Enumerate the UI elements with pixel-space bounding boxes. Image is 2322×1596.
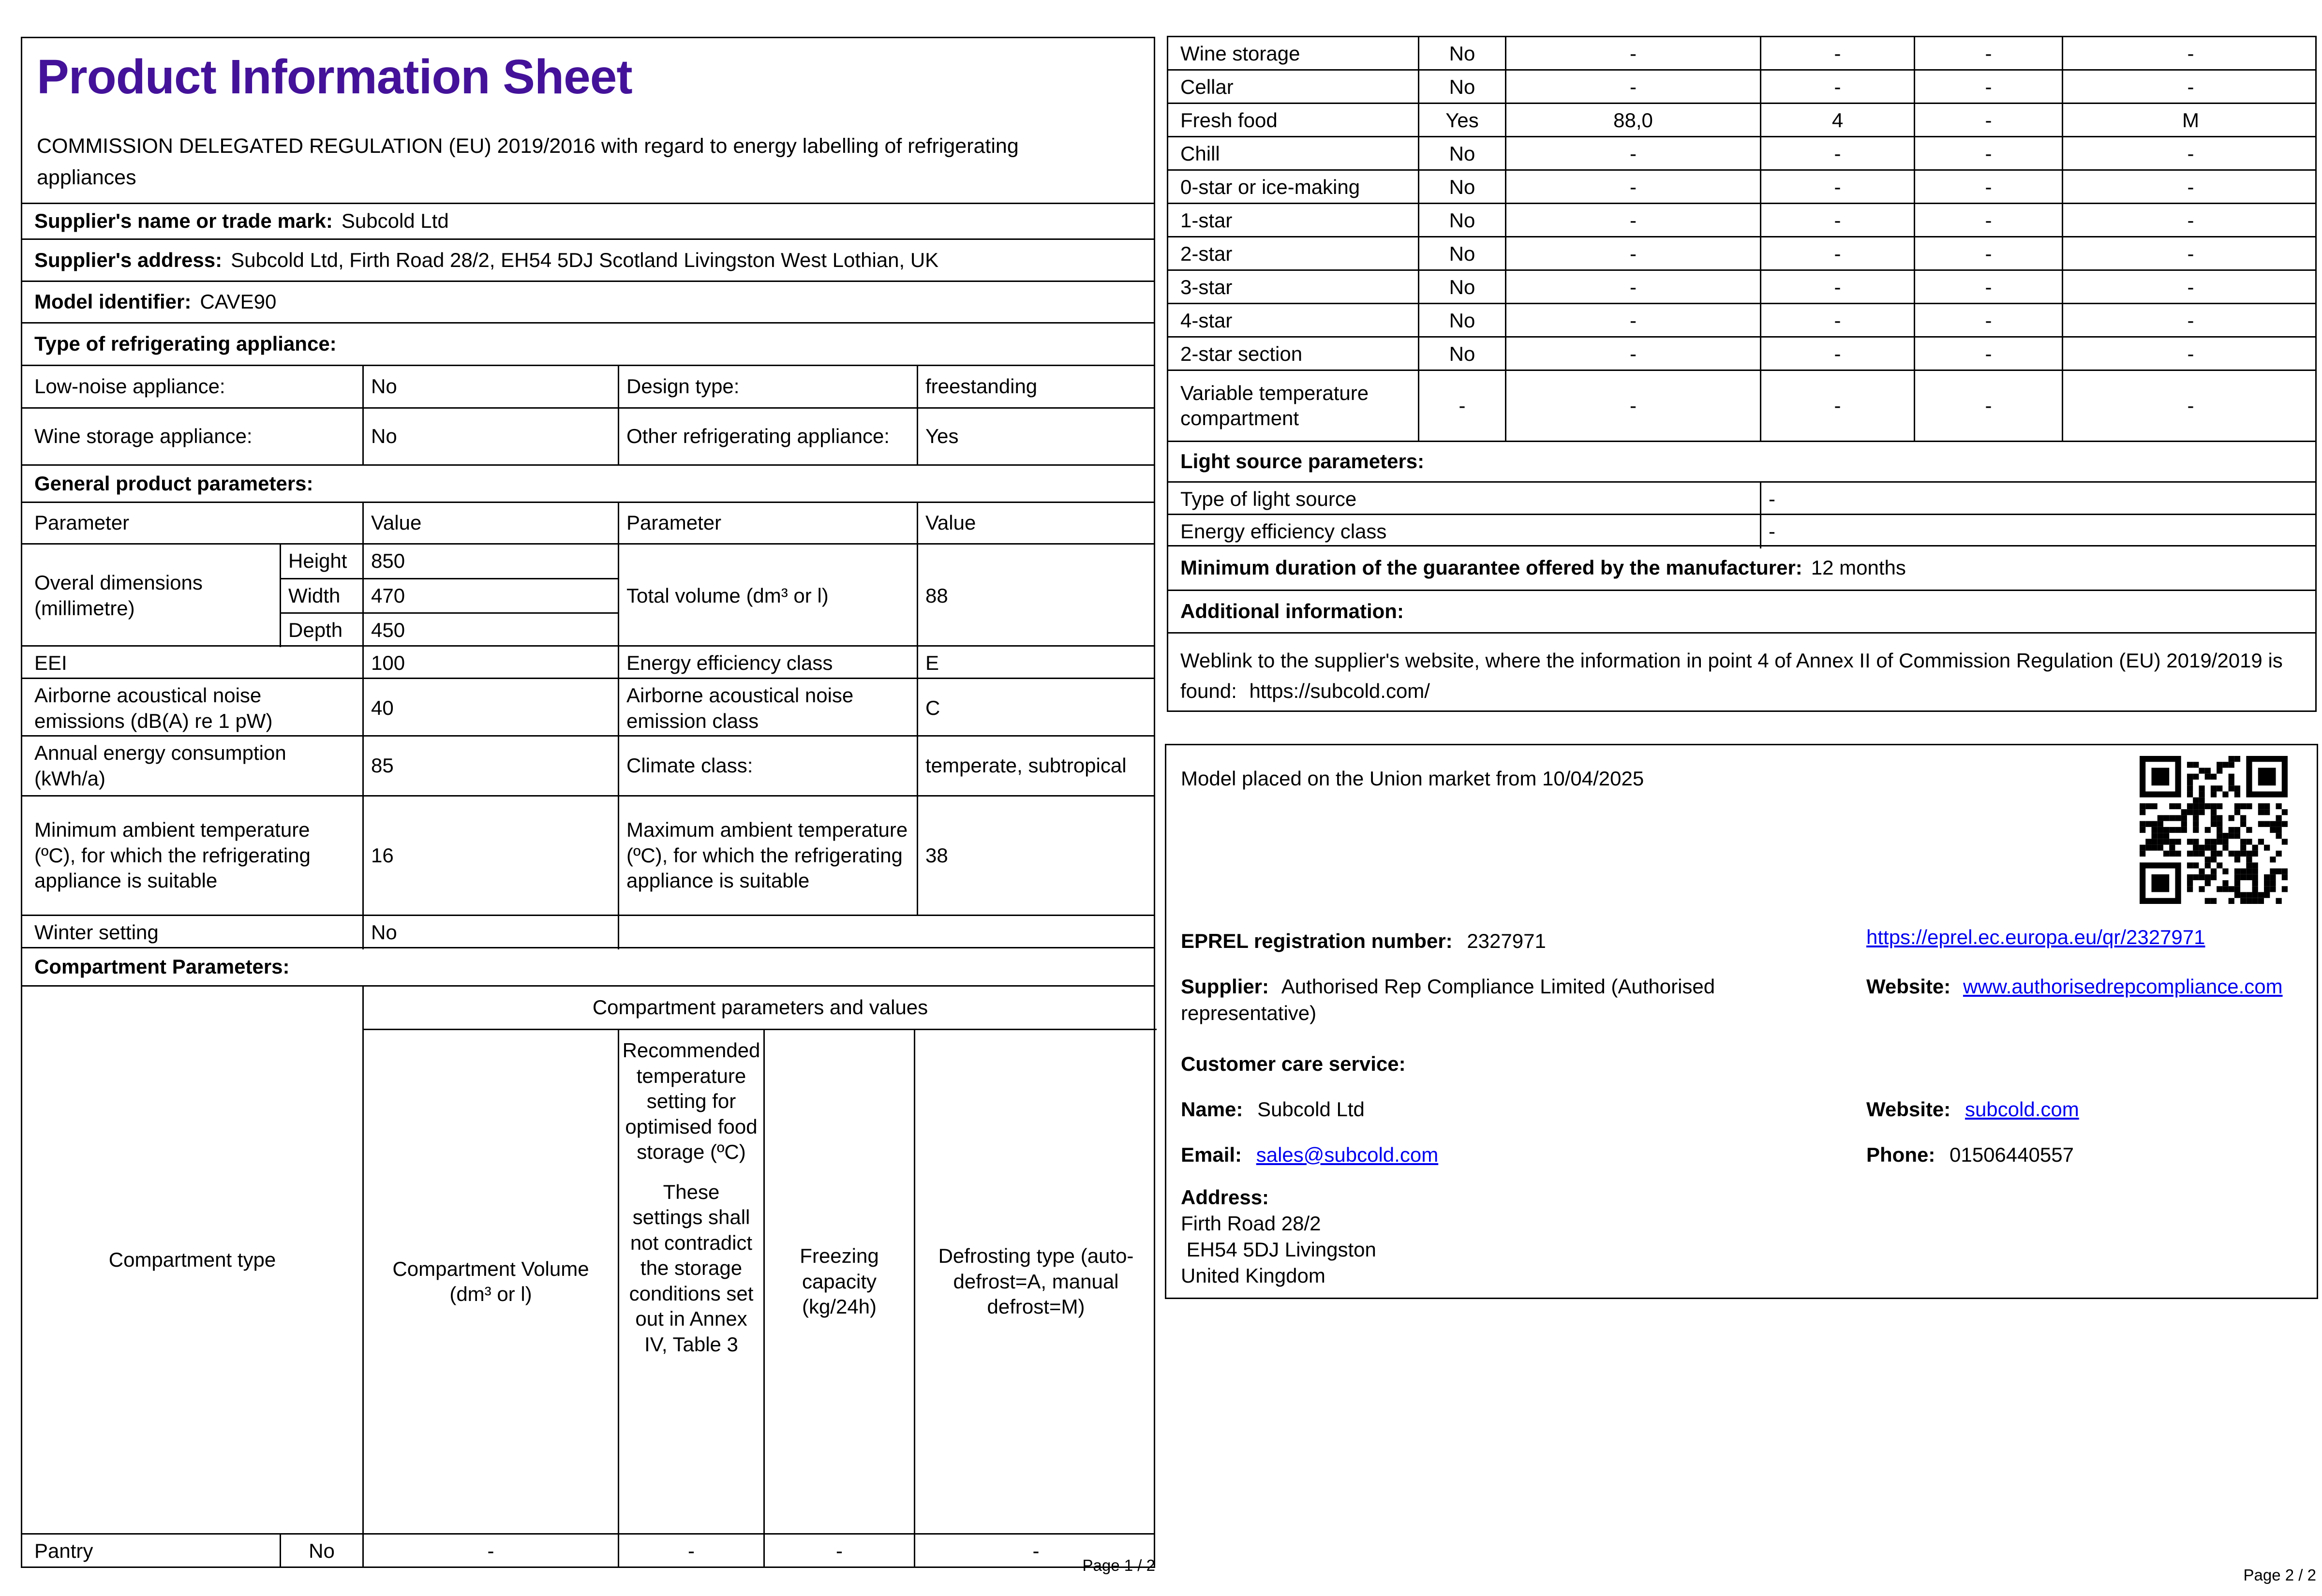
eprel-label: EPREL registration number: — [1181, 930, 1453, 952]
guarantee-value: 12 months — [1811, 556, 1906, 579]
weblink-row — [1167, 632, 2317, 712]
supplier-row-right — [1866, 974, 2292, 1000]
param-label: Type of light source — [1180, 488, 1357, 510]
compartment-type: 4-star — [1180, 309, 1233, 332]
param-row-ambient — [21, 795, 1155, 916]
compartment-row-chill — [1167, 136, 2317, 171]
compartment-type: Pantry — [34, 1539, 93, 1562]
compartment-type: 2-star section — [1180, 342, 1303, 365]
compartment-freezing: - — [1914, 237, 2062, 271]
type-section-header: Type of refrigerating appliance: — [21, 322, 1155, 366]
compartment-present: No — [1418, 71, 1505, 104]
compartment-present: No — [1418, 171, 1505, 204]
model-identifier-value: CAVE90 — [200, 290, 277, 313]
compartment-present: No — [280, 1535, 362, 1568]
compartment-freezing: - — [1914, 204, 2062, 237]
compartment-row-3-star — [1167, 269, 2317, 304]
param-label: Low-noise appliance: — [34, 375, 225, 398]
column-header: Parameter — [34, 511, 130, 534]
supplier-address-value: Subcold Ltd, Firth Road 28/2, EH54 5DJ Scotland Livingston West Lothian, UK — [231, 248, 939, 271]
compartment-row-2-star — [1167, 236, 2317, 271]
param-label: Airborne acoustical noise emission class — [618, 679, 917, 738]
param-label: Energy efficiency class — [618, 647, 917, 680]
param-value: Yes — [917, 409, 1157, 464]
compartment-group-header: Compartment parameters and values — [362, 987, 1157, 1030]
website-label: Website: — [1866, 975, 1951, 998]
care-website-link[interactable]: subcold.com — [1965, 1098, 2079, 1121]
compartment-freezing: - — [1914, 137, 2062, 171]
compartment-freezing: - — [1914, 37, 2062, 71]
compartment-type: Chill — [1180, 142, 1220, 165]
depth-label: Depth — [280, 612, 362, 647]
compartment-type-header: Compartment type — [108, 1248, 276, 1271]
compartment-row-variable-temperature — [1167, 369, 2317, 442]
compartment-row-4-star — [1167, 303, 2317, 338]
compartment-type: Variable temperature compartment — [1180, 381, 1369, 429]
width-value: 470 — [362, 578, 618, 613]
eprel-link[interactable]: https://eprel.ec.europa.eu/qr/2327971 — [1866, 926, 2205, 948]
care-name-row — [1181, 1096, 1365, 1123]
page-2-number: Page 2 / 2 — [2243, 1566, 2316, 1584]
light-row-type — [1167, 481, 2317, 515]
param-value: 100 — [362, 647, 618, 680]
param-value: No — [362, 916, 618, 949]
supplier-name-label: Supplier's name or trade mark: — [34, 209, 333, 233]
supplier-rep-value: Authorised Rep Compliance Limited (Authorised representative) — [1181, 975, 1715, 1024]
compartment-type: 3-star — [1180, 276, 1233, 298]
compartment-type: 2-star — [1180, 242, 1233, 265]
compartment-temp: - — [1760, 371, 1914, 441]
param-value: C — [917, 679, 1157, 738]
supplier-address-row — [21, 238, 1155, 282]
weblink-url: https://subcold.com/ — [1249, 680, 1430, 702]
compartment-volume: - — [1505, 371, 1760, 441]
param-label: Maximum ambient temperature (ºC), for which the refrigerating appliance is suitable — [618, 797, 917, 915]
compartment-row-fresh-food — [1167, 103, 2317, 137]
phone-value: 01506440557 — [1950, 1143, 2074, 1166]
compartment-present: - — [1418, 371, 1505, 441]
param-row-eei — [21, 645, 1155, 679]
compartment-volume: - — [1505, 37, 1760, 71]
compartment-present: No — [1418, 338, 1505, 371]
address-label: Address: — [1181, 1186, 1269, 1209]
eprel-value: 2327971 — [1467, 930, 1546, 952]
param-label: Minimum ambient temperature (ºC), for which the refrigerating appliance is suitable — [34, 818, 311, 892]
eprel-row-right — [1866, 924, 2205, 951]
market-date-text: Model placed on the Union market from 10/04/2025 — [1181, 767, 1644, 790]
name-value: Subcold Ltd — [1257, 1098, 1365, 1121]
supplier-name-value: Subcold Ltd — [341, 209, 449, 233]
dimensions-row — [21, 543, 1155, 647]
compartment-section-header: Compartment Parameters: — [21, 947, 1155, 987]
supplier-website-link[interactable]: www.authorisedrepcompliance.com — [1963, 975, 2283, 998]
compartment-present: No — [1418, 137, 1505, 171]
compartment-freezing: - — [763, 1535, 914, 1568]
compartment-defrost: - — [2062, 37, 2318, 71]
height-value: 850 — [362, 545, 618, 578]
general-section-header: General product parameters: — [21, 464, 1155, 503]
model-identifier-row — [21, 281, 1155, 324]
param-label: Annual energy consumption (kWh/a) — [34, 741, 286, 790]
compartment-freezing: - — [1914, 271, 2062, 304]
empty-cell — [618, 916, 1157, 949]
light-section-header: Light source parameters: — [1167, 441, 2317, 483]
param-value: 85 — [362, 737, 618, 795]
param-value: temperate, subtropical — [917, 737, 1157, 795]
param-value: No — [362, 366, 618, 407]
phone-label: Phone: — [1866, 1143, 1935, 1166]
compartment-freezing: - — [1914, 171, 2062, 204]
param-label: Energy efficiency class — [1180, 520, 1387, 543]
type-table-row — [21, 365, 1155, 409]
defrosting-type-header: Defrosting type (auto-defrost=A, manual defrost=M) — [914, 1030, 1157, 1533]
compartment-temp: - — [618, 1535, 763, 1568]
compartment-type: Fresh food — [1180, 109, 1278, 132]
supplier-address-label: Supplier's address: — [34, 248, 223, 271]
title-block — [21, 37, 1155, 204]
compartment-defrost: - — [2062, 371, 2318, 441]
eprel-row-left — [1181, 928, 1546, 955]
model-identifier-label: Model identifier: — [34, 290, 192, 313]
supplier-row-left — [1181, 974, 1761, 1026]
compartment-volume-header: Compartment Volume (dm³ or l) — [362, 1030, 618, 1533]
compartment-temp: - — [1760, 137, 1914, 171]
compartment-freezing: - — [1914, 371, 2062, 441]
compartment-volume: - — [1505, 71, 1760, 104]
compartment-row-wine-storage — [1167, 36, 2317, 71]
param-value: - — [1760, 515, 2318, 548]
compartment-temp: - — [1760, 71, 1914, 104]
compartment-defrost: - — [2062, 171, 2318, 204]
depth-value: 450 — [362, 612, 618, 647]
param-label: Other refrigerating appliance: — [618, 409, 917, 464]
param-row-noise — [21, 678, 1155, 737]
page-1 — [21, 37, 1155, 1568]
supplier-name-row — [21, 203, 1155, 240]
page-2 — [1167, 36, 2317, 712]
email-link[interactable]: sales@subcold.com — [1256, 1143, 1439, 1166]
compartment-temp: - — [1760, 338, 1914, 371]
compartment-present: No — [1418, 271, 1505, 304]
compartment-freezing: - — [1914, 338, 2062, 371]
compartment-present: No — [1418, 204, 1505, 237]
compartment-row-0-star — [1167, 169, 2317, 204]
compartment-present: No — [1418, 37, 1505, 71]
height-label: Height — [280, 545, 362, 578]
param-label: Design type: — [618, 366, 917, 407]
care-phone-row — [1866, 1142, 2074, 1168]
guarantee-row — [1167, 545, 2317, 591]
weblink-text: Weblink to the supplier's website, where the information in point 4 of Annex II of Commission Regulation (EU) 2019/2019 is found: — [1180, 649, 2283, 702]
compartment-table-header — [21, 985, 1155, 1535]
page-title: Product Information Sheet — [37, 50, 632, 104]
param-table-header — [21, 502, 1155, 545]
qr-code-icon — [2140, 756, 2288, 904]
care-email-row — [1181, 1142, 1438, 1168]
param-row-energy — [21, 735, 1155, 797]
compartment-defrost: - — [2062, 304, 2318, 338]
compartment-volume: - — [1505, 137, 1760, 171]
param-value: 38 — [917, 797, 1157, 915]
compartment-temp: - — [1760, 271, 1914, 304]
compartment-defrost: - — [2062, 71, 2318, 104]
column-header: Parameter — [618, 503, 917, 543]
compartment-freezing: - — [1914, 71, 2062, 104]
address-line: EH54 5DJ Livingston — [1181, 1238, 1376, 1261]
compartment-temp: - — [1760, 237, 1914, 271]
compartment-present: Yes — [1418, 104, 1505, 137]
compartment-freezing: - — [1914, 104, 2062, 137]
compartment-temperature-header: Recommended temperature setting for optimised food storage (ºC) These settings shall not contradict the storage conditions set out in Annex IV, Table 3 — [618, 1030, 763, 1533]
regulation-subtitle: COMMISSION DELEGATED REGULATION (EU) 2019/2016 with regard to energy labelling of refrigerating appliances — [37, 134, 1019, 189]
compartment-freezing: - — [1914, 304, 2062, 338]
compartment-defrost: - — [914, 1535, 1157, 1568]
compartment-volume: - — [1505, 237, 1760, 271]
supplier-info-box — [1165, 744, 2318, 1299]
param-value: - — [1760, 483, 2318, 516]
winter-setting-row — [21, 915, 1155, 948]
compartment-temp: 4 — [1760, 104, 1914, 137]
compartment-row-1-star — [1167, 203, 2317, 237]
compartment-type: Wine storage — [1180, 42, 1300, 65]
compartment-type: 0-star or ice-making — [1180, 176, 1360, 198]
type-table-row — [21, 407, 1155, 466]
compartment-temp: - — [1760, 37, 1914, 71]
param-label: Climate class: — [618, 737, 917, 795]
supplier-label: Supplier: — [1181, 975, 1269, 998]
compartment-row-cellar — [1167, 69, 2317, 104]
compartment-volume: - — [1505, 271, 1760, 304]
column-header: Value — [362, 503, 618, 543]
additional-section-header: Additional information: — [1167, 590, 2317, 634]
guarantee-label: Minimum duration of the guarantee offered by the manufacturer: — [1180, 556, 1802, 579]
compartment-volume: - — [362, 1535, 618, 1568]
param-value: freestanding — [917, 366, 1157, 407]
width-label: Width — [280, 578, 362, 613]
total-volume-label: Total volume (dm³ or l) — [618, 545, 917, 647]
freezing-capacity-header: Freezing capacity (kg/24h) — [763, 1030, 914, 1533]
light-row-class — [1167, 514, 2317, 547]
param-label: EEI — [34, 651, 67, 674]
compartment-type: 1-star — [1180, 209, 1233, 232]
compartment-present: No — [1418, 237, 1505, 271]
customer-care-header: Customer care service: — [1181, 1052, 1406, 1075]
compartment-defrost: - — [2062, 271, 2318, 304]
param-value: 40 — [362, 679, 618, 738]
website-label: Website: — [1866, 1098, 1951, 1121]
compartment-type: Cellar — [1180, 75, 1234, 98]
dimensions-label: Overal dimensions (millimetre) — [34, 571, 203, 620]
compartment-temp: - — [1760, 304, 1914, 338]
param-value: 16 — [362, 797, 618, 915]
address-line: United Kingdom — [1181, 1264, 1325, 1287]
param-label: Wine storage appliance: — [34, 425, 253, 448]
compartment-present: No — [1418, 304, 1505, 338]
email-label: Email: — [1181, 1143, 1242, 1166]
page-1-number: Page 1 / 2 — [1082, 1556, 1155, 1574]
compartment-volume: 88,0 — [1505, 104, 1760, 137]
compartment-row-2-star-section — [1167, 336, 2317, 371]
compartment-volume: - — [1505, 204, 1760, 237]
total-volume-value: 88 — [917, 545, 1157, 647]
compartment-defrost: - — [2062, 204, 2318, 237]
compartment-defrost: M — [2062, 104, 2318, 137]
care-website-row — [1866, 1096, 2079, 1123]
compartment-volume: - — [1505, 304, 1760, 338]
param-value: E — [917, 647, 1157, 680]
column-header: Value — [917, 503, 1157, 543]
address-line: Firth Road 28/2 — [1181, 1212, 1321, 1235]
param-value: No — [362, 409, 618, 464]
param-label: Winter setting — [34, 921, 159, 944]
compartment-temp: - — [1760, 204, 1914, 237]
name-label: Name: — [1181, 1098, 1243, 1121]
compartment-defrost: - — [2062, 338, 2318, 371]
compartment-temp: - — [1760, 171, 1914, 204]
compartment-volume: - — [1505, 338, 1760, 371]
compartment-volume: - — [1505, 171, 1760, 204]
compartment-defrost: - — [2062, 237, 2318, 271]
param-label: Airborne acoustical noise emissions (dB(A) re 1 pW) — [34, 684, 273, 732]
compartment-defrost: - — [2062, 137, 2318, 171]
